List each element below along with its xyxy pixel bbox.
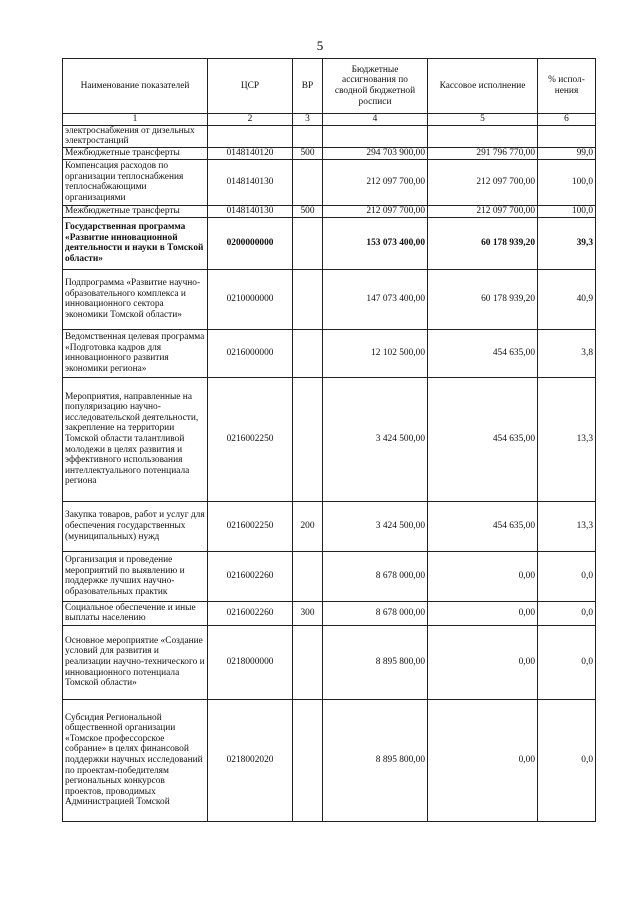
row-name: Государственная программа «Развитие инновационной деятельности и науки в Томской области» xyxy=(63,217,208,269)
row-csr: 0148140130 xyxy=(208,205,293,217)
row-cash: 60 178 939,20 xyxy=(428,217,538,269)
row-pct: 0,0 xyxy=(538,551,596,601)
row-cash: 0,00 xyxy=(428,601,538,625)
row-name: Основное мероприятие «Создание условий для развития и реализации научно-технического и инновационного потенциала Томской области» xyxy=(63,625,208,699)
row-budget: 212 097 700,00 xyxy=(323,205,428,217)
row-budget: 8 678 000,00 xyxy=(323,601,428,625)
row-pct: 99,0 xyxy=(538,147,596,159)
table-row xyxy=(63,217,596,269)
row-pct xyxy=(538,125,596,147)
row-vr: 500 xyxy=(293,205,323,217)
row-cash: 0,00 xyxy=(428,699,538,821)
budget-execution-table xyxy=(62,58,596,822)
table-row xyxy=(63,147,596,159)
row-vr: 200 xyxy=(293,501,323,551)
row-pct: 0,0 xyxy=(538,699,596,821)
row-pct: 13,3 xyxy=(538,501,596,551)
row-budget: 3 424 500,00 xyxy=(323,377,428,501)
row-csr: 0218002020 xyxy=(208,699,293,821)
row-vr xyxy=(293,377,323,501)
table-row xyxy=(63,269,596,329)
row-csr: 0216002260 xyxy=(208,601,293,625)
row-pct: 100,0 xyxy=(538,159,596,205)
table-row xyxy=(63,699,596,821)
row-cash: 454 635,00 xyxy=(428,329,538,377)
header-pct: % испол-нения xyxy=(538,59,596,114)
row-pct: 100,0 xyxy=(538,205,596,217)
row-name: Межбюджетные трансферты xyxy=(63,205,208,217)
row-csr: 0216002250 xyxy=(208,377,293,501)
row-cash: 454 635,00 xyxy=(428,377,538,501)
table-row xyxy=(63,125,596,147)
column-number: 3 xyxy=(293,114,323,126)
row-vr xyxy=(293,625,323,699)
column-number-row xyxy=(63,114,596,126)
row-name: Межбюджетные трансферты xyxy=(63,147,208,159)
row-vr xyxy=(293,217,323,269)
row-pct: 13,3 xyxy=(538,377,596,501)
column-number: 2 xyxy=(208,114,293,126)
row-cash: 291 796 770,00 xyxy=(428,147,538,159)
row-csr: 0218000000 xyxy=(208,625,293,699)
row-csr: 0216000000 xyxy=(208,329,293,377)
row-cash: 0,00 xyxy=(428,625,538,699)
row-name: Субсидия Региональной общественной организации «Томское профессорское собрание» в целях финансовой поддержки научных исследований по проектам-победителям региональных конкурсов проектов, проводимых Администрацией Томской xyxy=(63,699,208,821)
row-budget: 8 895 800,00 xyxy=(323,625,428,699)
column-number: 5 xyxy=(428,114,538,126)
row-vr xyxy=(293,159,323,205)
row-name: Подпрограмма «Развитие научно-образовательного комплекса и инновационного сектора экономики Томской области» xyxy=(63,269,208,329)
row-cash: 212 097 700,00 xyxy=(428,205,538,217)
row-csr: 0216002260 xyxy=(208,551,293,601)
row-pct: 0,0 xyxy=(538,625,596,699)
table-row xyxy=(63,329,596,377)
row-vr xyxy=(293,269,323,329)
column-number: 4 xyxy=(323,114,428,126)
table-row xyxy=(63,205,596,217)
row-budget: 147 073 400,00 xyxy=(323,269,428,329)
row-budget: 212 097 700,00 xyxy=(323,159,428,205)
row-name: Организация и проведение мероприятий по выявлению и поддержке лучших научно-образовательных практик xyxy=(63,551,208,601)
row-budget: 3 424 500,00 xyxy=(323,501,428,551)
row-cash: 60 178 939,20 xyxy=(428,269,538,329)
header-budget: Бюджетные ассигнования по сводной бюджетной росписи xyxy=(323,59,428,114)
page-number: 5 xyxy=(316,38,324,53)
table-row xyxy=(63,601,596,625)
row-name: Закупка товаров, работ и услуг для обеспечения государственных (муниципальных) нужд xyxy=(63,501,208,551)
header-name: Наименование показателей xyxy=(63,59,208,114)
row-csr xyxy=(208,125,293,147)
row-csr: 0210000000 xyxy=(208,269,293,329)
table-row xyxy=(63,377,596,501)
table-row xyxy=(63,159,596,205)
row-name: Мероприятия, направленные на популяризацию научно-исследовательской деятельности, закрепление на территории Томской области талантливой молодежи в целях развития и эффективного использования интеллектуального потенциала региона xyxy=(63,377,208,501)
row-name: Ведомственная целевая программа «Подготовка кадров для инновационного развития экономики региона» xyxy=(63,329,208,377)
row-name: Компенсация расходов по организации теплоснабжения теплоснабжающими организациями xyxy=(63,159,208,205)
header-cash: Кассовое исполнение xyxy=(428,59,538,114)
row-cash: 212 097 700,00 xyxy=(428,159,538,205)
row-vr: 500 xyxy=(293,147,323,159)
row-pct: 3,8 xyxy=(538,329,596,377)
column-number: 1 xyxy=(63,114,208,126)
row-csr: 0148140120 xyxy=(208,147,293,159)
row-vr xyxy=(293,125,323,147)
table-row xyxy=(63,625,596,699)
row-vr xyxy=(293,699,323,821)
row-budget xyxy=(323,125,428,147)
row-csr: 0200000000 xyxy=(208,217,293,269)
row-budget: 8 895 800,00 xyxy=(323,699,428,821)
row-budget: 8 678 000,00 xyxy=(323,551,428,601)
row-vr: 300 xyxy=(293,601,323,625)
row-cash: 454 635,00 xyxy=(428,501,538,551)
row-budget: 153 073 400,00 xyxy=(323,217,428,269)
row-pct: 40,9 xyxy=(538,269,596,329)
row-csr: 0216002250 xyxy=(208,501,293,551)
table-row xyxy=(63,501,596,551)
row-budget: 12 102 500,00 xyxy=(323,329,428,377)
row-vr xyxy=(293,551,323,601)
row-csr: 0148140130 xyxy=(208,159,293,205)
table-row xyxy=(63,551,596,601)
row-cash xyxy=(428,125,538,147)
row-name: электроснабжения от дизельных электростанций xyxy=(63,125,208,147)
row-pct: 0,0 xyxy=(538,601,596,625)
header-csr: ЦСР xyxy=(208,59,293,114)
row-budget: 294 703 900,00 xyxy=(323,147,428,159)
row-name: Социальное обеспечение и иные выплаты населению xyxy=(63,601,208,625)
row-cash: 0,00 xyxy=(428,551,538,601)
table-header-row xyxy=(63,59,596,114)
header-vr: ВР xyxy=(293,59,323,114)
column-number: 6 xyxy=(538,114,596,126)
row-vr xyxy=(293,329,323,377)
row-pct: 39,3 xyxy=(538,217,596,269)
